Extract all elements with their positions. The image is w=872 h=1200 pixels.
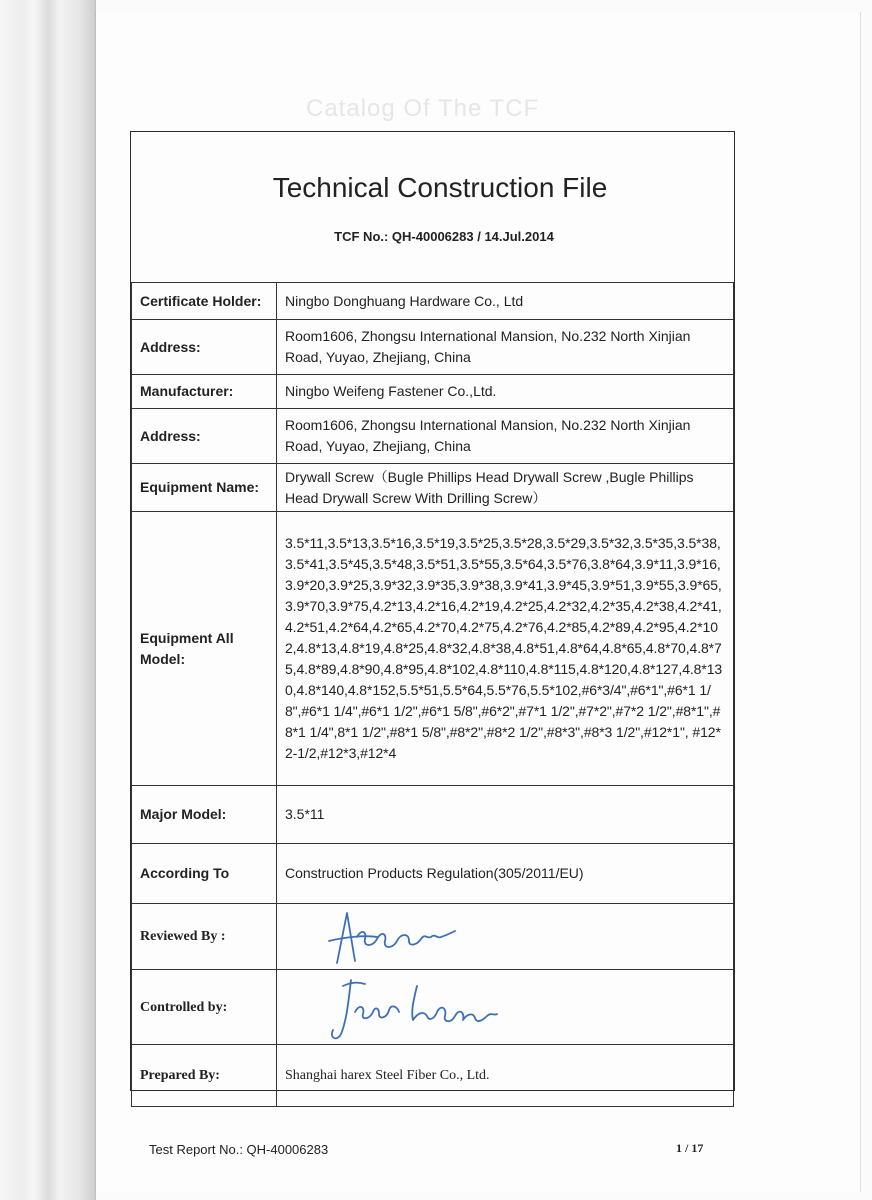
test-report-number: Test Report No.: QH-40006283 (149, 1142, 329, 1157)
label-address: Address: (132, 320, 277, 375)
value-manufacturer: Ningbo Weifeng Fastener Co.,Ltd. (277, 375, 734, 409)
row-equipment-all-model (132, 512, 734, 786)
value-certificate-holder: Ningbo Donghuang Hardware Co., Ltd (277, 283, 734, 320)
label-address: Address: (132, 409, 277, 464)
bleed-through-heading: Catalog Of The TCF (306, 95, 540, 122)
row-address-holder (132, 320, 734, 375)
document-title: Technical Construction File (272, 172, 608, 203)
label-according-to: According To (132, 844, 277, 904)
reviewed-by-signature (285, 907, 485, 967)
controlled-by-signature-cell (277, 970, 734, 1045)
controlled-by-signature (285, 972, 525, 1042)
row-major-model (132, 786, 734, 844)
row-controlled-by (132, 970, 734, 1045)
label-equipment-name: Equipment Name: (132, 464, 277, 512)
row-manufacturer (132, 375, 734, 409)
row-address-manufacturer (132, 409, 734, 464)
row-certificate-holder (132, 283, 734, 320)
value-major-model: 3.5*11 (277, 786, 734, 844)
row-according-to (132, 844, 734, 904)
tcf-number: TCF No.: QH-40006283 / 14.Jul.2014 (334, 229, 554, 244)
label-reviewed-by: Reviewed By : (132, 904, 277, 970)
value-equipment-name: Drywall Screw（Bugle Phillips Head Drywall Screw ,Bugle Phillips Head Drywall Screw With Drilling Screw） (277, 464, 734, 512)
label-equipment-all-model: Equipment All Model: (132, 512, 277, 786)
value-equipment-all-model: 3.5*11,3.5*13,3.5*16,3.5*19,3.5*25,3.5*28,3.5*29,3.5*32,3.5*35,3.5*38,3.5*41,3.5*45,3.5*48,3.5*51,3.5*55,3.5*64,3.5*76,3.8*64,3.9*11,3.9*16,3.9*20,3.9*25,3.9*32,3.9*35,3.9*38,3.9*41,3.9*45,3.9*51,3.9*55,3.9*65,3.9*70,3.9*75,4.2*13,4.2*16,4.2*19,4.2*25,4.2*32,4.2*35,4.2*38,4.2*41,4.2*51,4.2*64,4.2*65,4.2*70,4.2*75,4.2*76,4.2*85,4.2*89,4.2*95,4.2*102,4.8*13,4.8*19,4.8*25,4.8*32,4.8*38,4.8*51,4.8*64,4.8*65,4.8*70,4.8*75,4.8*89,4.8*90,4.8*95,4.8*102,4.8*110,4.8*115,4.8*120,4.8*127,4.8*130,4.8*140,4.8*152,5.5*51,5.5*64,5.5*76,5.5*102,#6*3/4",#6*1",#6*1 1/8",#6*1 1/4",#6*1 1/2",#6*1 5/8",#6*2",#7*1 1/2",#7*2",#7*2 1/2",#8*1",#8*1 1/4",8*1 1/2",#8*1 5/8",#8*2",#8*2 1/2",#8*3",#8*3 1/2",#12*1", #12*2-1/2,#12*3,#12*4 (277, 512, 734, 786)
row-prepared-by (132, 1045, 734, 1107)
row-reviewed-by (132, 904, 734, 970)
info-table (131, 282, 734, 1107)
label-prepared-by: Prepared By: (132, 1045, 277, 1107)
label-major-model: Major Model: (132, 786, 277, 844)
reviewed-by-signature-cell (277, 904, 734, 970)
value-address: Room1606, Zhongsu International Mansion, No.232 North Xinjian Road, Yuyao, Zhejiang, China (277, 320, 734, 375)
label-manufacturer: Manufacturer: (132, 375, 277, 409)
label-controlled-by: Controlled by: (132, 970, 277, 1045)
page-number: 1 / 17 (676, 1141, 704, 1155)
value-prepared-by: Shanghai harex Steel Fiber Co., Ltd. (277, 1045, 734, 1107)
value-according-to: Construction Products Regulation(305/2011/EU) (277, 844, 734, 904)
row-equipment-name (132, 464, 734, 512)
label-certificate-holder: Certificate Holder: (132, 283, 277, 320)
value-address: Room1606, Zhongsu International Mansion, No.232 North Xinjian Road, Yuyao, Zhejiang, China (277, 409, 734, 464)
